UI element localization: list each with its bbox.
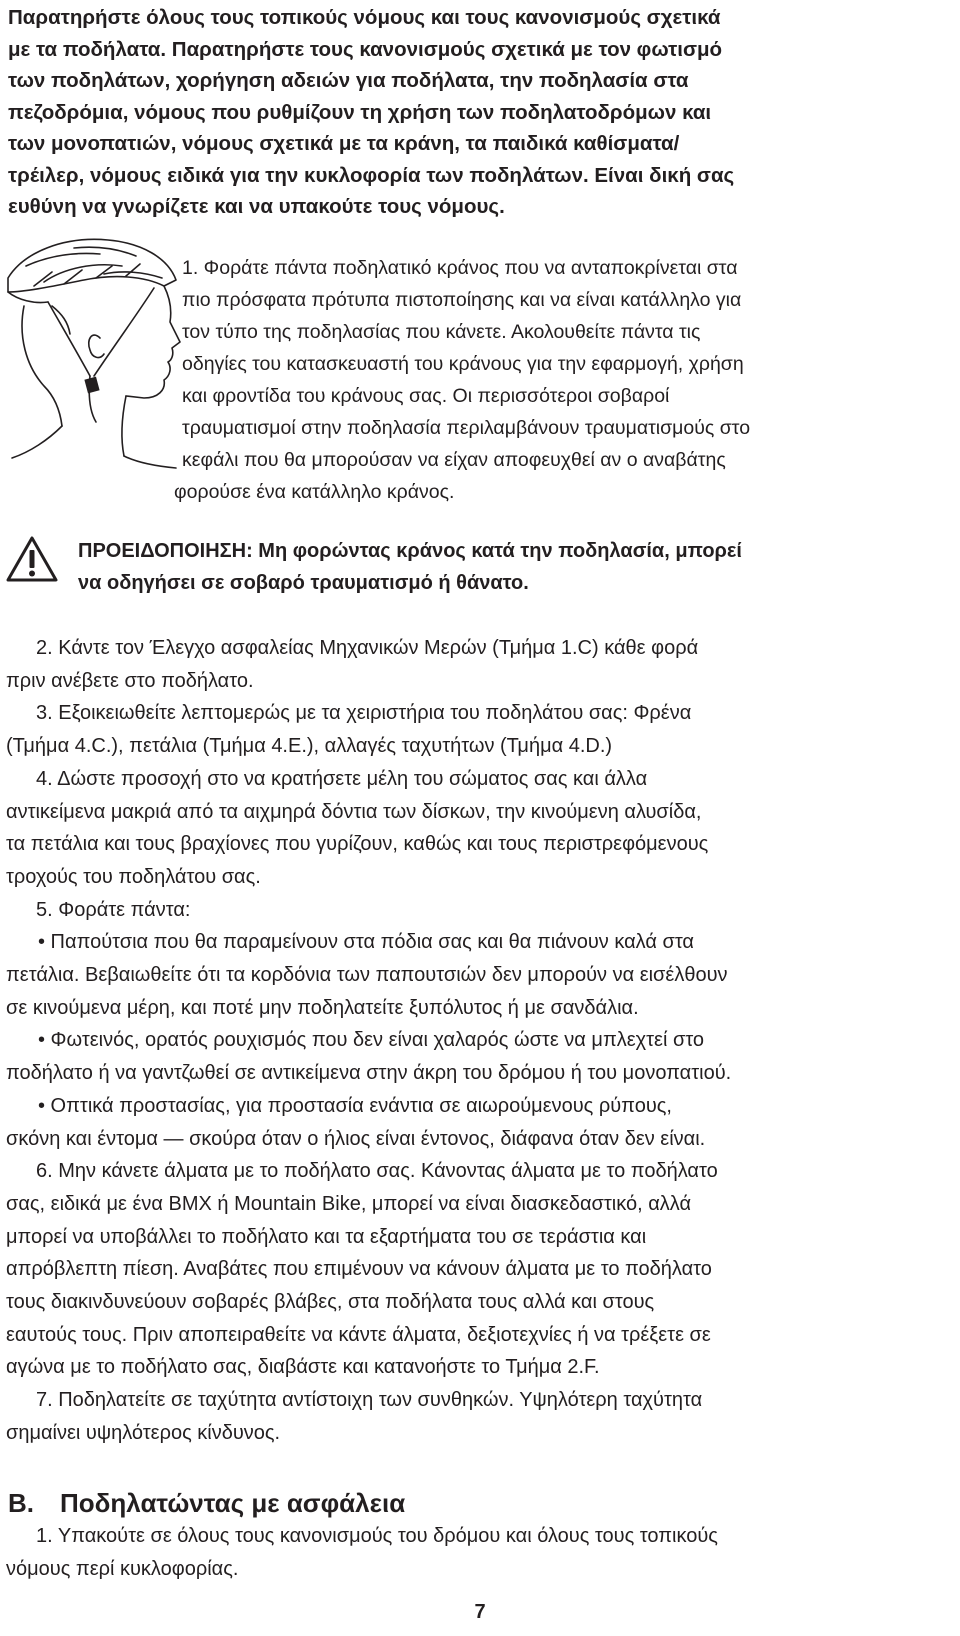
item1-line: τον τύπο της ποδηλασίας που κάνετε. Ακολουθείτε πάντα τις	[182, 321, 701, 343]
item1-line: πιο πρόσφατα πρότυπα πιστοποίησης και να είναι κατάλληλο για	[182, 289, 742, 311]
section-number: B.	[8, 1488, 34, 1518]
intro-line: ευθύνη να γνωρίζετε και να υπακούτε τους νόμους.	[8, 195, 505, 218]
instruction-line: σε κινούμενα μέρη, και ποτέ μην ποδηλατείτε ξυπόλυτος ή με σανδάλια.	[6, 996, 639, 1019]
intro-line: πεζοδρόμια, νόμους που ρυθμίζουν τη χρήση των ποδηλατοδρόμων και	[8, 100, 712, 124]
item1-line: οδηγίες του κατασκευαστή του κράνους για την εφαρμογή, χρήση	[182, 353, 744, 375]
section-title: Ποδηλατώντας με ασφάλεια	[60, 1488, 406, 1518]
intro-line: των ποδηλάτων, χορήγηση αδειών για ποδήλατα, την ποδηλασία στα	[8, 69, 689, 92]
instruction-line: σκόνη και έντομα — σκούρα όταν ο ήλιος είναι έντονος, διάφανα όταν δεν είναι.	[6, 1127, 706, 1150]
intro-paragraph	[8, 2, 953, 223]
intro-line: τρέιλερ, νόμους ειδικά για την κυκλοφορία των ποδηλάτων. Είναι δική σας	[8, 163, 735, 187]
section-heading	[8, 1486, 405, 1520]
item1-line: φορούσε ένα κατάλληλο κράνος.	[174, 481, 455, 503]
instruction-line: απρόβλεπτη πίεση. Αναβάτες που επιμένουν να κάνουν άλματα με το ποδήλατο	[6, 1258, 712, 1281]
instruction-line: 7. Ποδηλατείτε σε ταχύτητα αντίστοιχη των συνθηκών. Υψηλότερη ταχύτητα	[36, 1389, 703, 1412]
intro-line: των μονοπατιών, νόμους σχετικά με τα κράνη, τα παιδικά καθίσματα/	[8, 132, 680, 155]
warning-notice	[78, 535, 958, 599]
bullet-line: • Οπτικά προστασίας, για προστασία ενάντια σε αιωρούμενους ρύπους,	[38, 1094, 672, 1117]
instruction-line: 3. Εξοικειωθείτε λεπτομερώς με τα χειριστήρια του ποδηλάτου σας: Φρένα	[36, 702, 692, 725]
instruction-line: τους διακινδυνεύουν σοβαρές βλάβες, στα ποδήλατα τους αλλά και στους	[6, 1291, 655, 1314]
instruction-line: (Τμήμα 4.C.), πετάλια (Τμήμα 4.E.), αλλαγές ταχυτήτων (Τμήμα 4.D.)	[6, 735, 613, 758]
bullet-line: • Φωτεινός, ορατός ρουχισμός που δεν είναι χαλαρός ώστε να μπλεχτεί στο	[38, 1029, 705, 1052]
instruction-line: πετάλια. Βεβαιωθείτε ότι τα κορδόνια των παπουτσιών δεν μπορούν να εισέλθουν	[6, 964, 728, 987]
bullet-line: • Παπούτσια που θα παραμείνουν στα πόδια σας και θα πιάνουν καλά στα	[38, 931, 694, 954]
instruction-line: τα πετάλια και τους βραχίονες που γυρίζουν, καθώς και τους περιστρεφόμενους	[6, 833, 709, 856]
instruction-line: ποδήλατο ή να γαντζωθεί σε αντικείμενα στην άκρη του δρόμου ή του μονοπατιού.	[6, 1062, 732, 1085]
section-line: νόμους περί κυκλοφορίας.	[6, 1557, 239, 1580]
instruction-line: 4. Δώστε προσοχή στο να κρατήσετε μέλη του σώματος σας και άλλα	[36, 767, 648, 790]
instruction-line: 5. Φοράτε πάντα:	[36, 898, 191, 921]
instruction-line: 2. Κάντε τον Έλεγχο ασφαλείας Μηχανικών Μερών (Τμήμα 1.C) κάθε φορά	[36, 637, 699, 659]
instruction-line: πριν ανέβετε στο ποδήλατο.	[6, 669, 254, 692]
warning-line: ΠΡΟΕΙΔΟΠΟΙΗΣΗ: Μη φορώντας κράνος κατά την ποδηλασία, μπορεί	[78, 540, 742, 562]
helmet-instruction	[174, 252, 952, 508]
instruction-line: σημαίνει υψηλότερος κίνδυνος.	[6, 1421, 281, 1444]
page-number: 7	[474, 1601, 486, 1623]
section-line: 1. Υπακούτε σε όλους τους κανονισμούς του δρόμου και όλους τους τοπικούς	[36, 1525, 718, 1547]
instruction-line: μπορεί να υποβάλλει το ποδήλατο και τα εξαρτήματα του σε τεράστια και	[6, 1225, 647, 1248]
instruction-line: 6. Μην κάνετε άλματα με το ποδήλατο σας. Κάνοντας άλματα με το ποδήλατο	[36, 1160, 718, 1183]
item1-line: κεφάλι που θα μπορούσαν να είχαν αποφευχθεί αν ο αναβάτης	[182, 449, 726, 471]
safety-instructions	[6, 632, 956, 1450]
instruction-line: αγώνα με το ποδήλατο σας, διαβάστε και κατανοήστε το Τμήμα 2.F.	[6, 1356, 600, 1379]
item1-line: και φροντίδα του κράνους σας. Οι περισσότεροι σοβαροί	[182, 385, 670, 407]
instruction-line: τροχούς του ποδηλάτου σας.	[6, 865, 261, 888]
section-body	[6, 1520, 956, 1585]
intro-line: με τα ποδήλατα. Παρατηρήστε τους κανονισμούς σχετικά με τον φωτισμό	[8, 37, 723, 61]
instruction-line: αντικείμενα μακριά από τα αιχμηρά δόντια των δίσκων, την κινούμενη αλυσίδα,	[6, 800, 702, 823]
intro-line: Παρατηρήστε όλους τους τοπικούς νόμους και τους κανονισμούς σχετικά	[8, 6, 721, 29]
item1-line: τραυματισμοί στην ποδηλασία περιλαμβάνουν τραυματισμούς στο	[182, 417, 751, 439]
helmeted-head-illustration	[4, 226, 182, 474]
instruction-line: σας, ειδικά με ένα BMX ή Mountain Bike, μπορεί να είναι διασκεδαστικό, αλλά	[6, 1192, 692, 1215]
item1-line: 1. Φοράτε πάντα ποδηλατικό κράνος που να ανταποκρίνεται στα	[182, 257, 738, 279]
warning-line: να οδηγήσει σε σοβαρό τραυματισμό ή θάνατο.	[78, 572, 529, 594]
instruction-line: εαυτούς τους. Πριν αποπειραθείτε να κάντε άλματα, δεξιοτεχνίες ή να τρέξετε σε	[6, 1323, 711, 1346]
warning-triangle-icon	[6, 535, 58, 583]
